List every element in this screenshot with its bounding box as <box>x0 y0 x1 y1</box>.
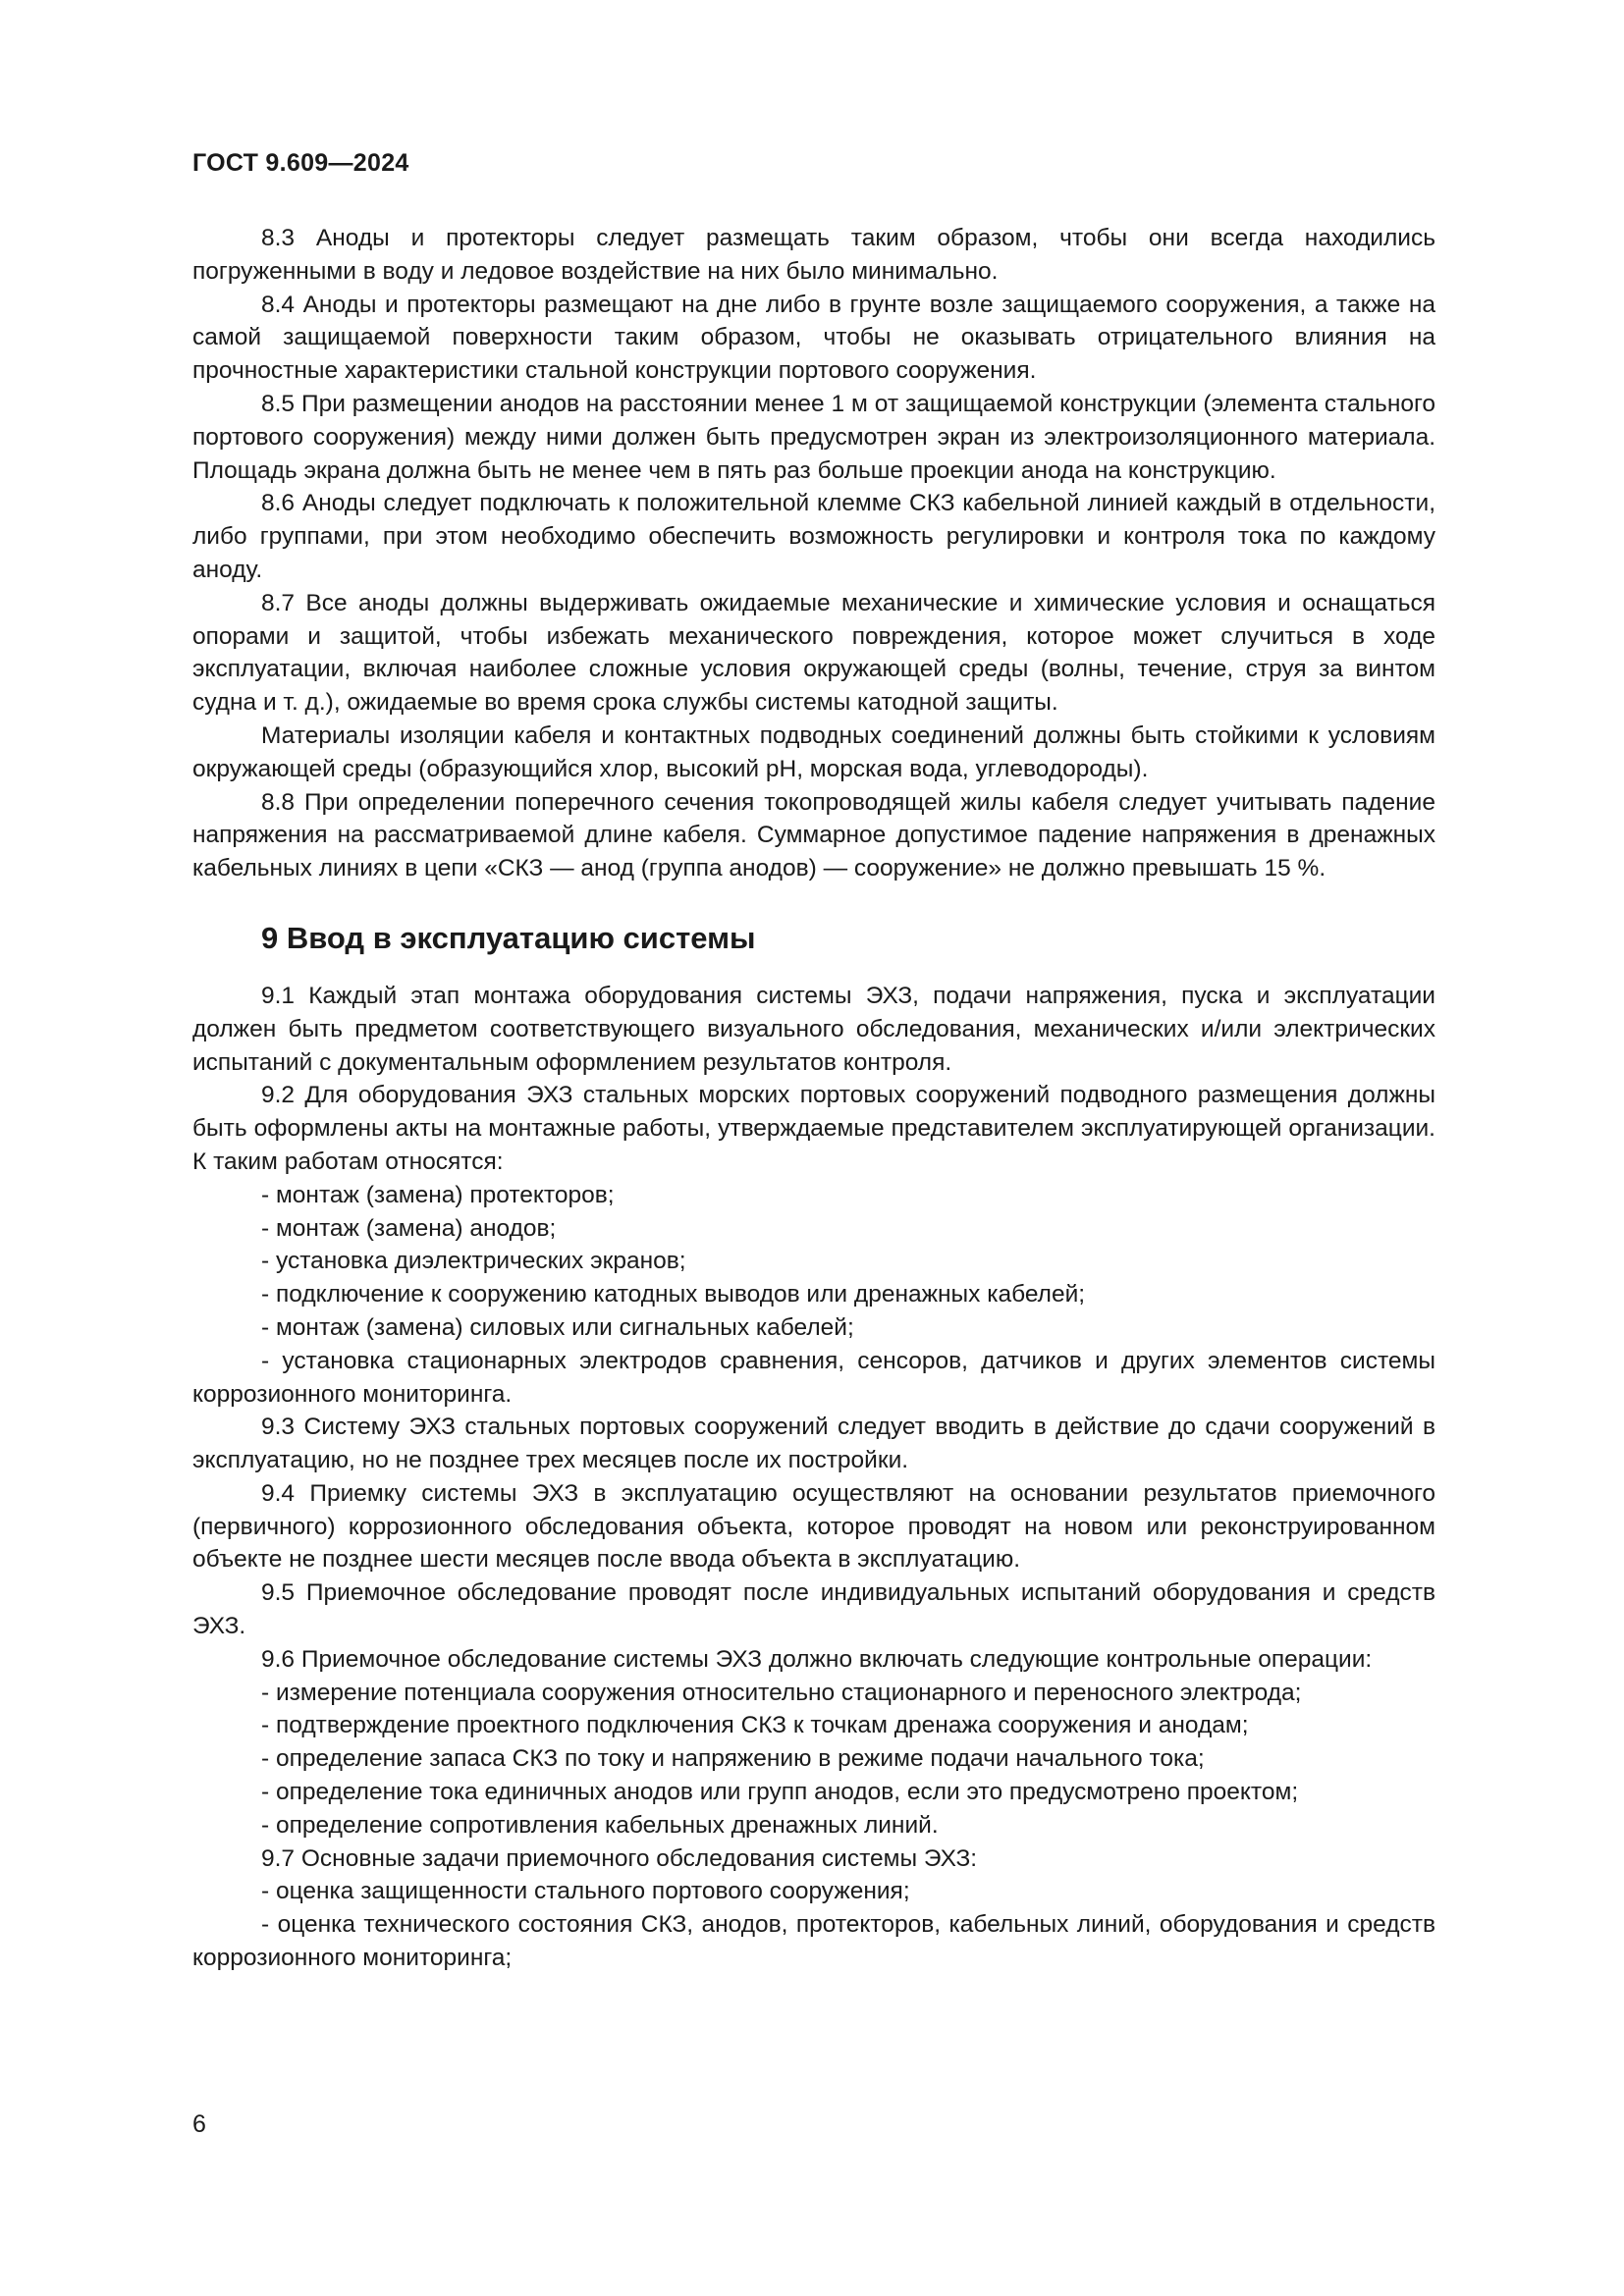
clause-9-2: 9.2 Для оборудования ЭХЗ стальных морских портовых сооружений подводного размещения должны быть оформлены акты на монтажные работы, утверждаемые представителем эксплуатирующей организации. К таким работам относятся: <box>192 1082 1435 1175</box>
clause-9-4: 9.4 Приемку системы ЭХЗ в эксплуатацию осуществляют на основании результатов приемочного (первичного) коррозионного обследования объекта, которое проводят на новом или реконструированном объекте не позднее шести месяцев после ввода объекта в эксплуатацию. <box>192 1479 1435 1574</box>
document-body <box>192 222 1435 1975</box>
list-item: - монтаж (замена) анодов; <box>261 1214 557 1242</box>
list-item: - определение запаса СКЗ по току и напряжению в режиме подачи начального тока; <box>261 1745 1205 1773</box>
list-item: - монтаж (замена) протекторов; <box>261 1181 615 1208</box>
page-number: 6 <box>192 2110 206 2138</box>
document-header: ГОСТ 9.609—2024 <box>192 149 409 177</box>
list-item: - установка стационарных электродов сравнения, сенсоров, датчиков и других элементов системы коррозионного мониторинга. <box>192 1347 1435 1408</box>
clause-9-7: 9.7 Основные задачи приемочного обследования системы ЭХЗ: <box>261 1844 978 1872</box>
list-item: - измерение потенциала сооружения относительно стационарного и переносного электрода; <box>261 1679 1302 1706</box>
clause-8-7-materials: Материалы изоляции кабеля и контактных подводных соединений должны быть стойкими к условиям окружающей среды (образующийся хлор, высокий pH, морская вода, углеводороды). <box>192 721 1435 782</box>
list-item: - установка диэлектрических экранов; <box>261 1248 686 1275</box>
section-9-heading: 9 Ввод в эксплуатацию системы <box>261 920 756 955</box>
clause-8-3: 8.3 Аноды и протекторы следует размещать таким образом, чтобы они всегда находились погруженными в воду и ледовое воздействие на них было минимально. <box>192 225 1435 285</box>
list-item: - подтверждение проектного подключения СКЗ к точкам дренажа сооружения и анодам; <box>261 1712 1249 1739</box>
clause-9-5: 9.5 Приемочное обследование проводят после индивидуальных испытаний оборудования и средств ЭХЗ. <box>192 1579 1435 1640</box>
clause-8-7: 8.7 Все аноды должны выдерживать ожидаемые механические и химические условия и оснащаться опорами и защитой, чтобы избежать механического повреждения, которое может случиться в ходе эксплуатации, включая наиболее сложные условия окружающей среды (волны, течение, струя за винтом судна и т. д.), ожидаемые во время срока службы системы катодной защиты. <box>192 589 1435 717</box>
list-item: - оценка технического состояния СКЗ, анодов, протекторов, кабельных линий, оборудования и средств коррозионного мониторинга; <box>192 1911 1435 1972</box>
list-item: - оценка защищенности стального портового сооружения; <box>261 1878 910 1905</box>
clause-8-8: 8.8 При определении поперечного сечения токопроводящей жилы кабеля следует учитывать падение напряжения на рассматриваемой длине кабеля. Суммарное допустимое падение напряжения в дренажных кабельных линиях в цепи «СКЗ — анод (группа анодов) — сооружение» не должно превышать 15 %. <box>192 788 1435 882</box>
clause-9-1: 9.1 Каждый этап монтажа оборудования системы ЭХЗ, подачи напряжения, пуска и эксплуатации должен быть предметом соответствующего визуального обследования, механических и/или электрических испытаний с документальным оформлением результатов контроля. <box>192 982 1435 1076</box>
list-item: - определение тока единичных анодов или групп анодов, если это предусмотрено проектом; <box>261 1779 1299 1806</box>
clause-9-3: 9.3 Систему ЭХЗ стальных портовых сооружений следует вводить в действие до сдачи сооружений в эксплуатацию, но не позднее трех месяцев после их постройки. <box>192 1414 1435 1474</box>
list-item: - определение сопротивления кабельных дренажных линий. <box>261 1811 939 1839</box>
clause-8-6: 8.6 Аноды следует подключать к положительной клемме СКЗ кабельной линией каждый в отдельности, либо группами, при этом необходимо обеспечить возможность регулировки и контроля тока по каждому аноду. <box>192 490 1435 583</box>
list-item: - монтаж (замена) силовых или сигнальных кабелей; <box>261 1313 854 1341</box>
clause-8-4: 8.4 Аноды и протекторы размещают на дне либо в грунте возле защищаемого сооружения, а также на самой защищаемой поверхности таким образом, чтобы не оказывать отрицательного влияния на прочностные характеристики стальной конструкции портового сооружения. <box>192 291 1435 385</box>
clause-8-5: 8.5 При размещении анодов на расстоянии менее 1 м от защищаемой конструкции (элемента стального портового сооружения) между ними должен быть предусмотрен экран из электроизоляционного материала. Площадь экрана должна быть не менее чем в пять раз больше проекции анода на конструкцию. <box>192 390 1435 484</box>
clause-9-6: 9.6 Приемочное обследование системы ЭХЗ должно включать следующие контрольные операции: <box>261 1645 1373 1673</box>
list-item: - подключение к сооружению катодных выводов или дренажных кабелей; <box>261 1281 1086 1308</box>
